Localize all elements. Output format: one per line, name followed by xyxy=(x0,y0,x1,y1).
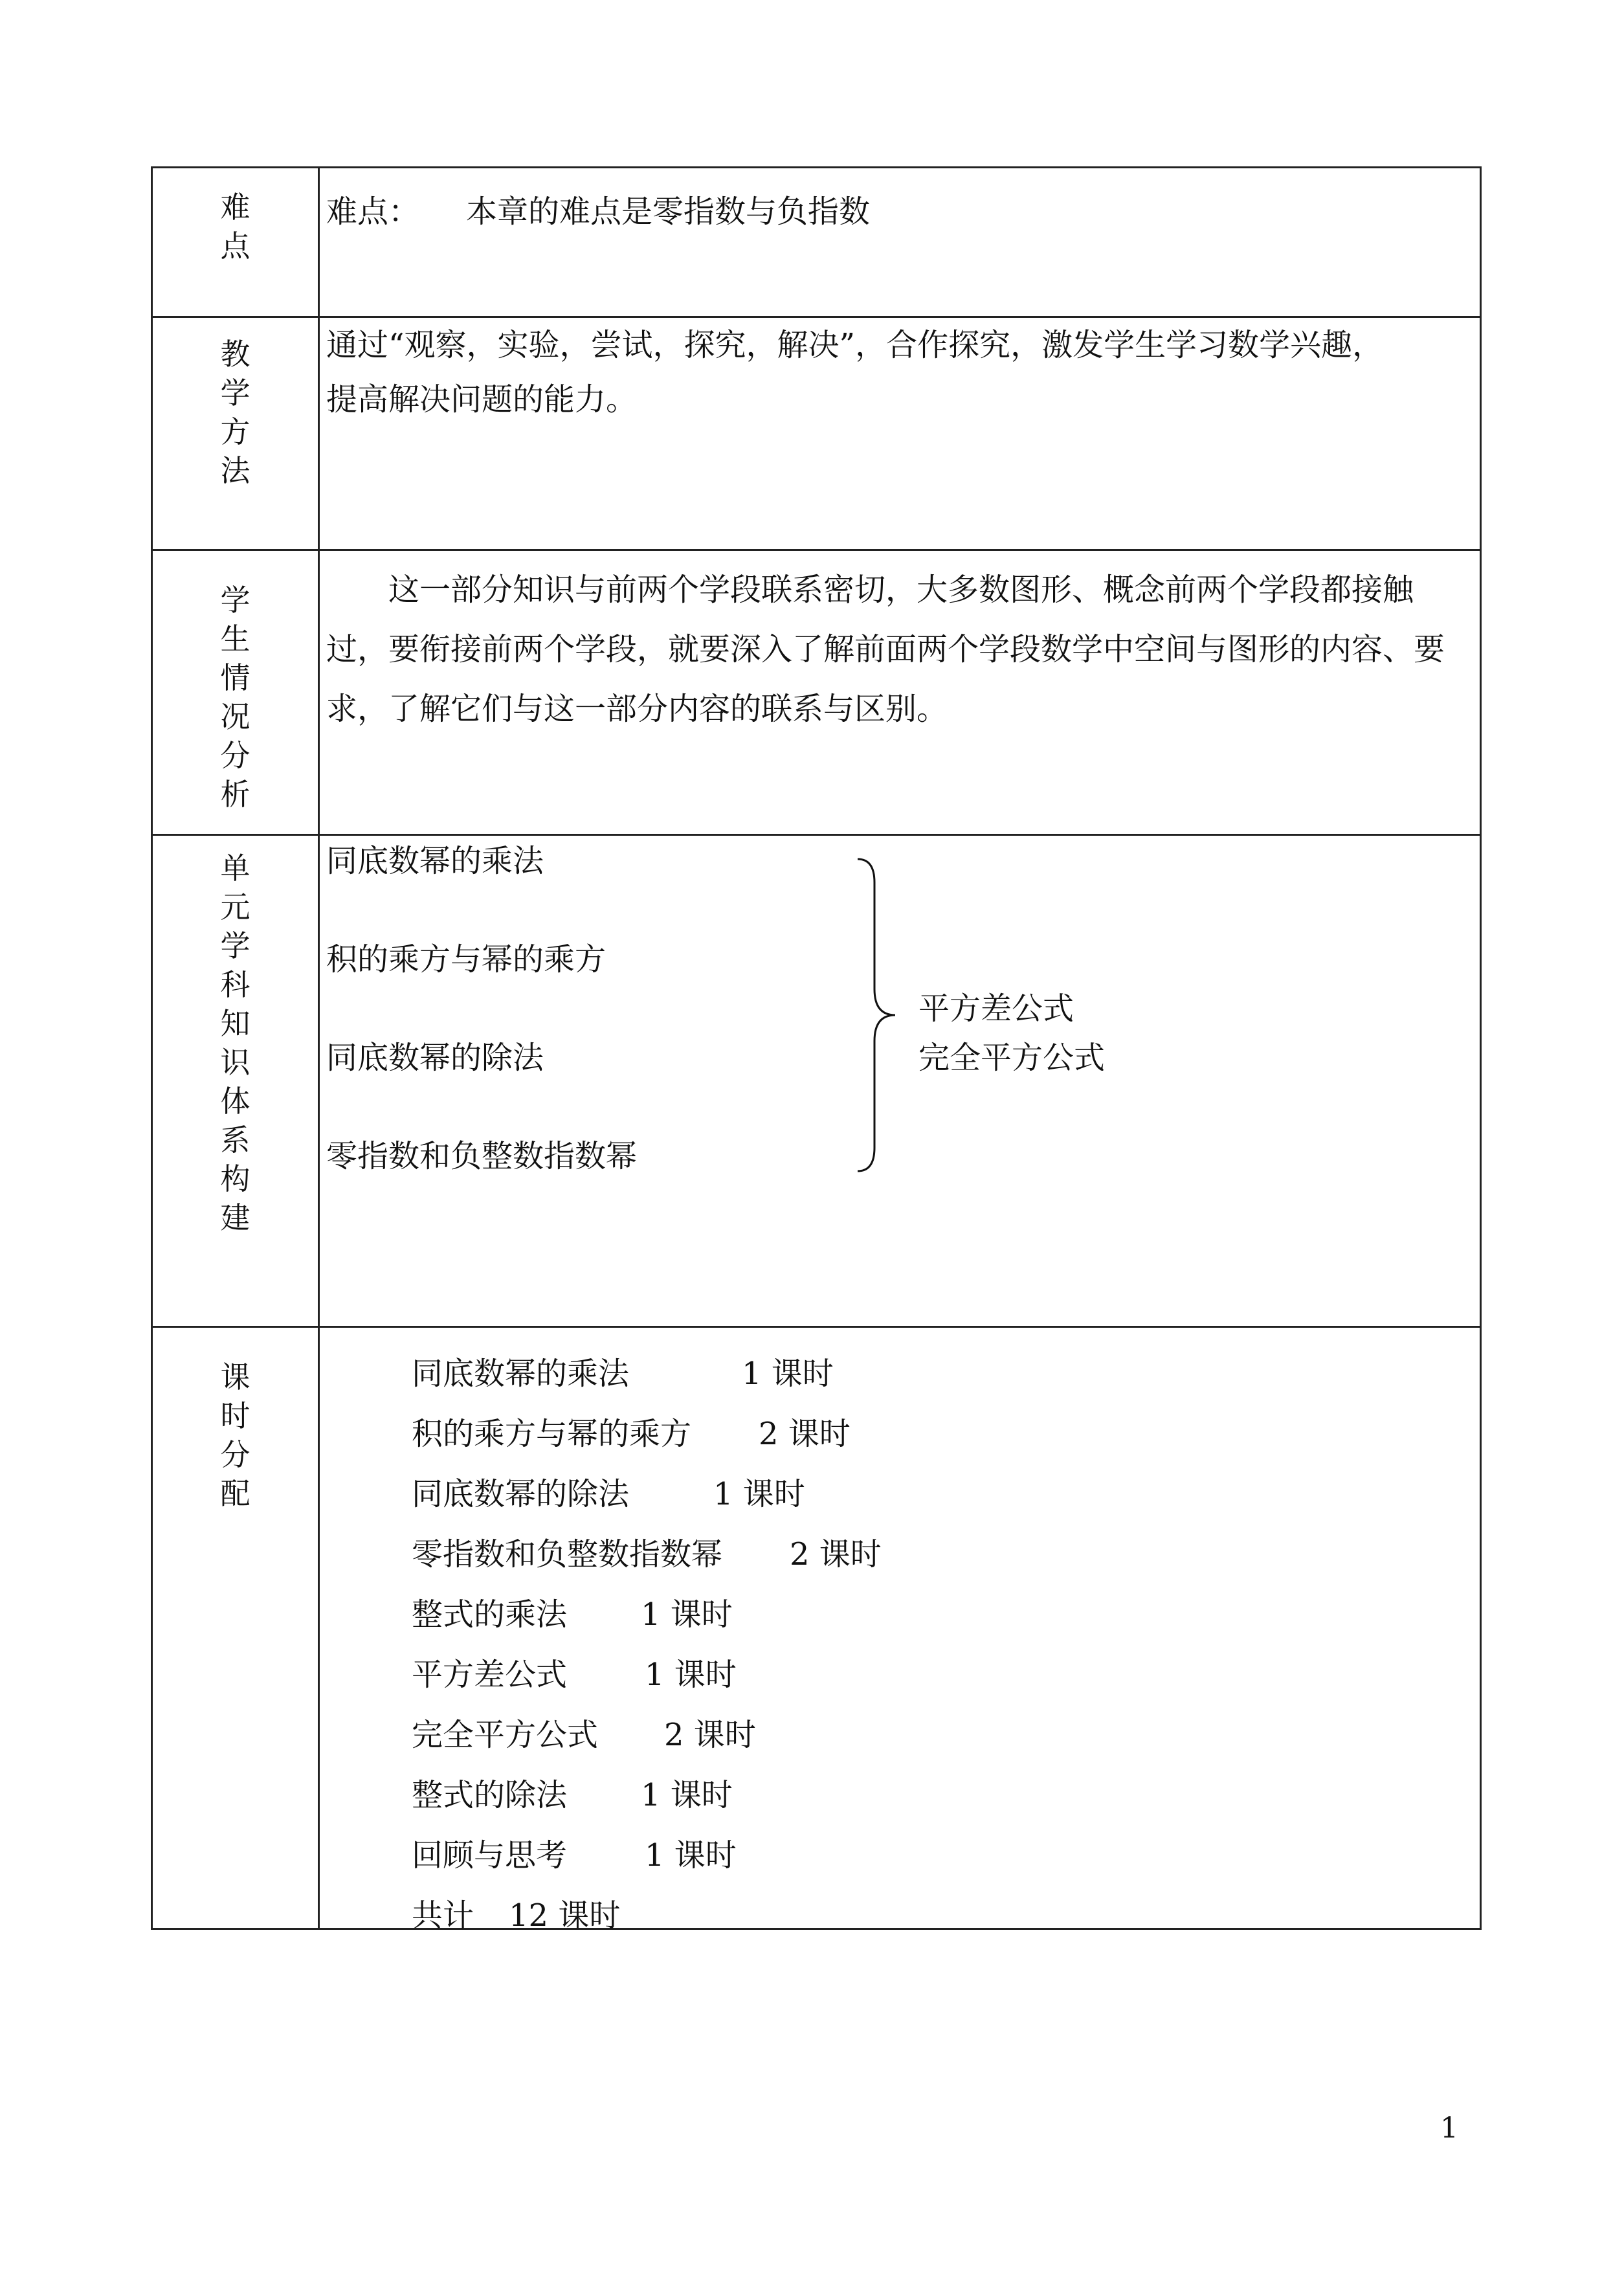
page-number: 1 xyxy=(1440,2112,1458,2145)
knowledge-item: 积的乘方与幂的乘方 xyxy=(326,941,606,978)
label-char: 析 xyxy=(220,777,250,812)
label-char: 方 xyxy=(220,414,250,449)
curly-brace xyxy=(855,856,900,1174)
row-label-method xyxy=(153,335,318,490)
knowledge-item: 同底数幂的除法 xyxy=(326,1040,544,1076)
label-char: 单 xyxy=(220,851,250,886)
schedule-list xyxy=(412,1341,882,1943)
difficulty-text: 本章的难点是零指数与负指数 xyxy=(466,194,871,230)
schedule-item xyxy=(412,1702,882,1762)
knowledge-item: 同底数幂的乘法 xyxy=(326,843,544,879)
label-char: 时 xyxy=(220,1398,250,1433)
schedule-topic: 平方差公式 xyxy=(412,1657,568,1693)
method-line: 通过“观察，实验，尝试，探究，解决”，合作探究，激发学生学习数学兴趣， xyxy=(326,327,1384,363)
schedule-topic: 整式的乘法 xyxy=(412,1596,568,1633)
row-label-student xyxy=(153,581,318,814)
schedule-hours: 1 课时 xyxy=(641,1777,733,1813)
schedule-topic: 整式的除法 xyxy=(412,1777,568,1813)
schedule-hours: 1 课时 xyxy=(641,1596,733,1633)
label-char: 建 xyxy=(220,1200,250,1235)
schedule-hours: 2 课时 xyxy=(664,1717,756,1753)
row-label-schedule xyxy=(153,1358,318,1513)
label-char: 分 xyxy=(220,738,250,773)
row-knowledge xyxy=(153,834,1480,1326)
knowledge-result: 完全平方公式 xyxy=(918,1040,1106,1076)
method-content xyxy=(326,318,1467,427)
schedule-hours: 1 课时 xyxy=(645,1837,737,1874)
schedule-item xyxy=(412,1582,882,1642)
label-char: 元 xyxy=(220,889,250,924)
schedule-topic: 同底数幂的乘法 xyxy=(412,1356,630,1392)
label-char: 构 xyxy=(220,1161,250,1196)
label-char: 分 xyxy=(220,1437,250,1472)
label-char: 法 xyxy=(220,453,250,488)
label-char: 点 xyxy=(220,229,250,263)
schedule-item xyxy=(412,1822,882,1883)
schedule-hours: 2 课时 xyxy=(759,1416,851,1452)
method-line: 提高解决问题的能力。 xyxy=(326,381,638,418)
schedule-hours: 2 课时 xyxy=(790,1536,882,1572)
schedule-topic: 回顾与思考 xyxy=(412,1837,568,1874)
knowledge-item: 零指数和负整数指数幂 xyxy=(326,1138,638,1174)
lesson-plan-table xyxy=(151,166,1482,1934)
difficulty-content xyxy=(326,183,1467,241)
schedule-item xyxy=(412,1401,882,1461)
schedule-topic: 完全平方公式 xyxy=(412,1717,599,1753)
label-char: 课 xyxy=(220,1359,250,1394)
label-char: 系 xyxy=(220,1123,250,1158)
schedule-hours: 1 课时 xyxy=(645,1657,737,1693)
row-label-difficulty xyxy=(153,188,318,265)
student-analysis-text: 这一部分知识与前两个学段联系密切，大多数图形、概念前两个学段都接触过，要衔接前两个学段，就要深入了解前面两个学段数学中空间与图形的内容、要求，了解它们与这一部分内容的联系与区别。 xyxy=(326,572,1445,727)
knowledge-result: 平方差公式 xyxy=(918,990,1074,1027)
row-method xyxy=(153,316,1480,549)
row-label-knowledge xyxy=(153,849,318,1237)
schedule-item xyxy=(412,1341,882,1401)
schedule-topic: 积的乘方与幂的乘方 xyxy=(412,1416,692,1452)
schedule-item xyxy=(412,1642,882,1702)
schedule-topic: 共计 xyxy=(412,1897,474,1934)
label-char: 难 xyxy=(220,190,250,225)
row-difficulty xyxy=(153,168,1480,316)
label-char: 知 xyxy=(220,1006,250,1041)
schedule-topic: 零指数和负整数指数幂 xyxy=(412,1536,723,1572)
difficulty-prefix: 难点： xyxy=(326,194,420,230)
label-char: 情 xyxy=(220,660,250,695)
schedule-hours: 1 课时 xyxy=(713,1476,805,1512)
label-char: 生 xyxy=(220,621,250,656)
label-char: 教 xyxy=(220,337,250,372)
schedule-topic: 同底数幂的除法 xyxy=(412,1476,630,1512)
label-char: 体 xyxy=(220,1084,250,1119)
schedule-hours: 12 课时 xyxy=(509,1897,621,1934)
schedule-item xyxy=(412,1762,882,1822)
schedule-hours: 1 课时 xyxy=(742,1356,834,1392)
label-char: 学 xyxy=(220,928,250,963)
schedule-total xyxy=(412,1883,882,1943)
label-char: 识 xyxy=(220,1045,250,1080)
schedule-item xyxy=(412,1461,882,1521)
label-char: 学 xyxy=(220,583,250,618)
label-char: 况 xyxy=(220,699,250,734)
row-student xyxy=(153,549,1480,834)
row-schedule xyxy=(153,1326,1480,1932)
label-char: 学 xyxy=(220,375,250,410)
schedule-item xyxy=(412,1521,882,1582)
label-char: 配 xyxy=(220,1476,250,1511)
label-char: 科 xyxy=(220,967,250,1002)
